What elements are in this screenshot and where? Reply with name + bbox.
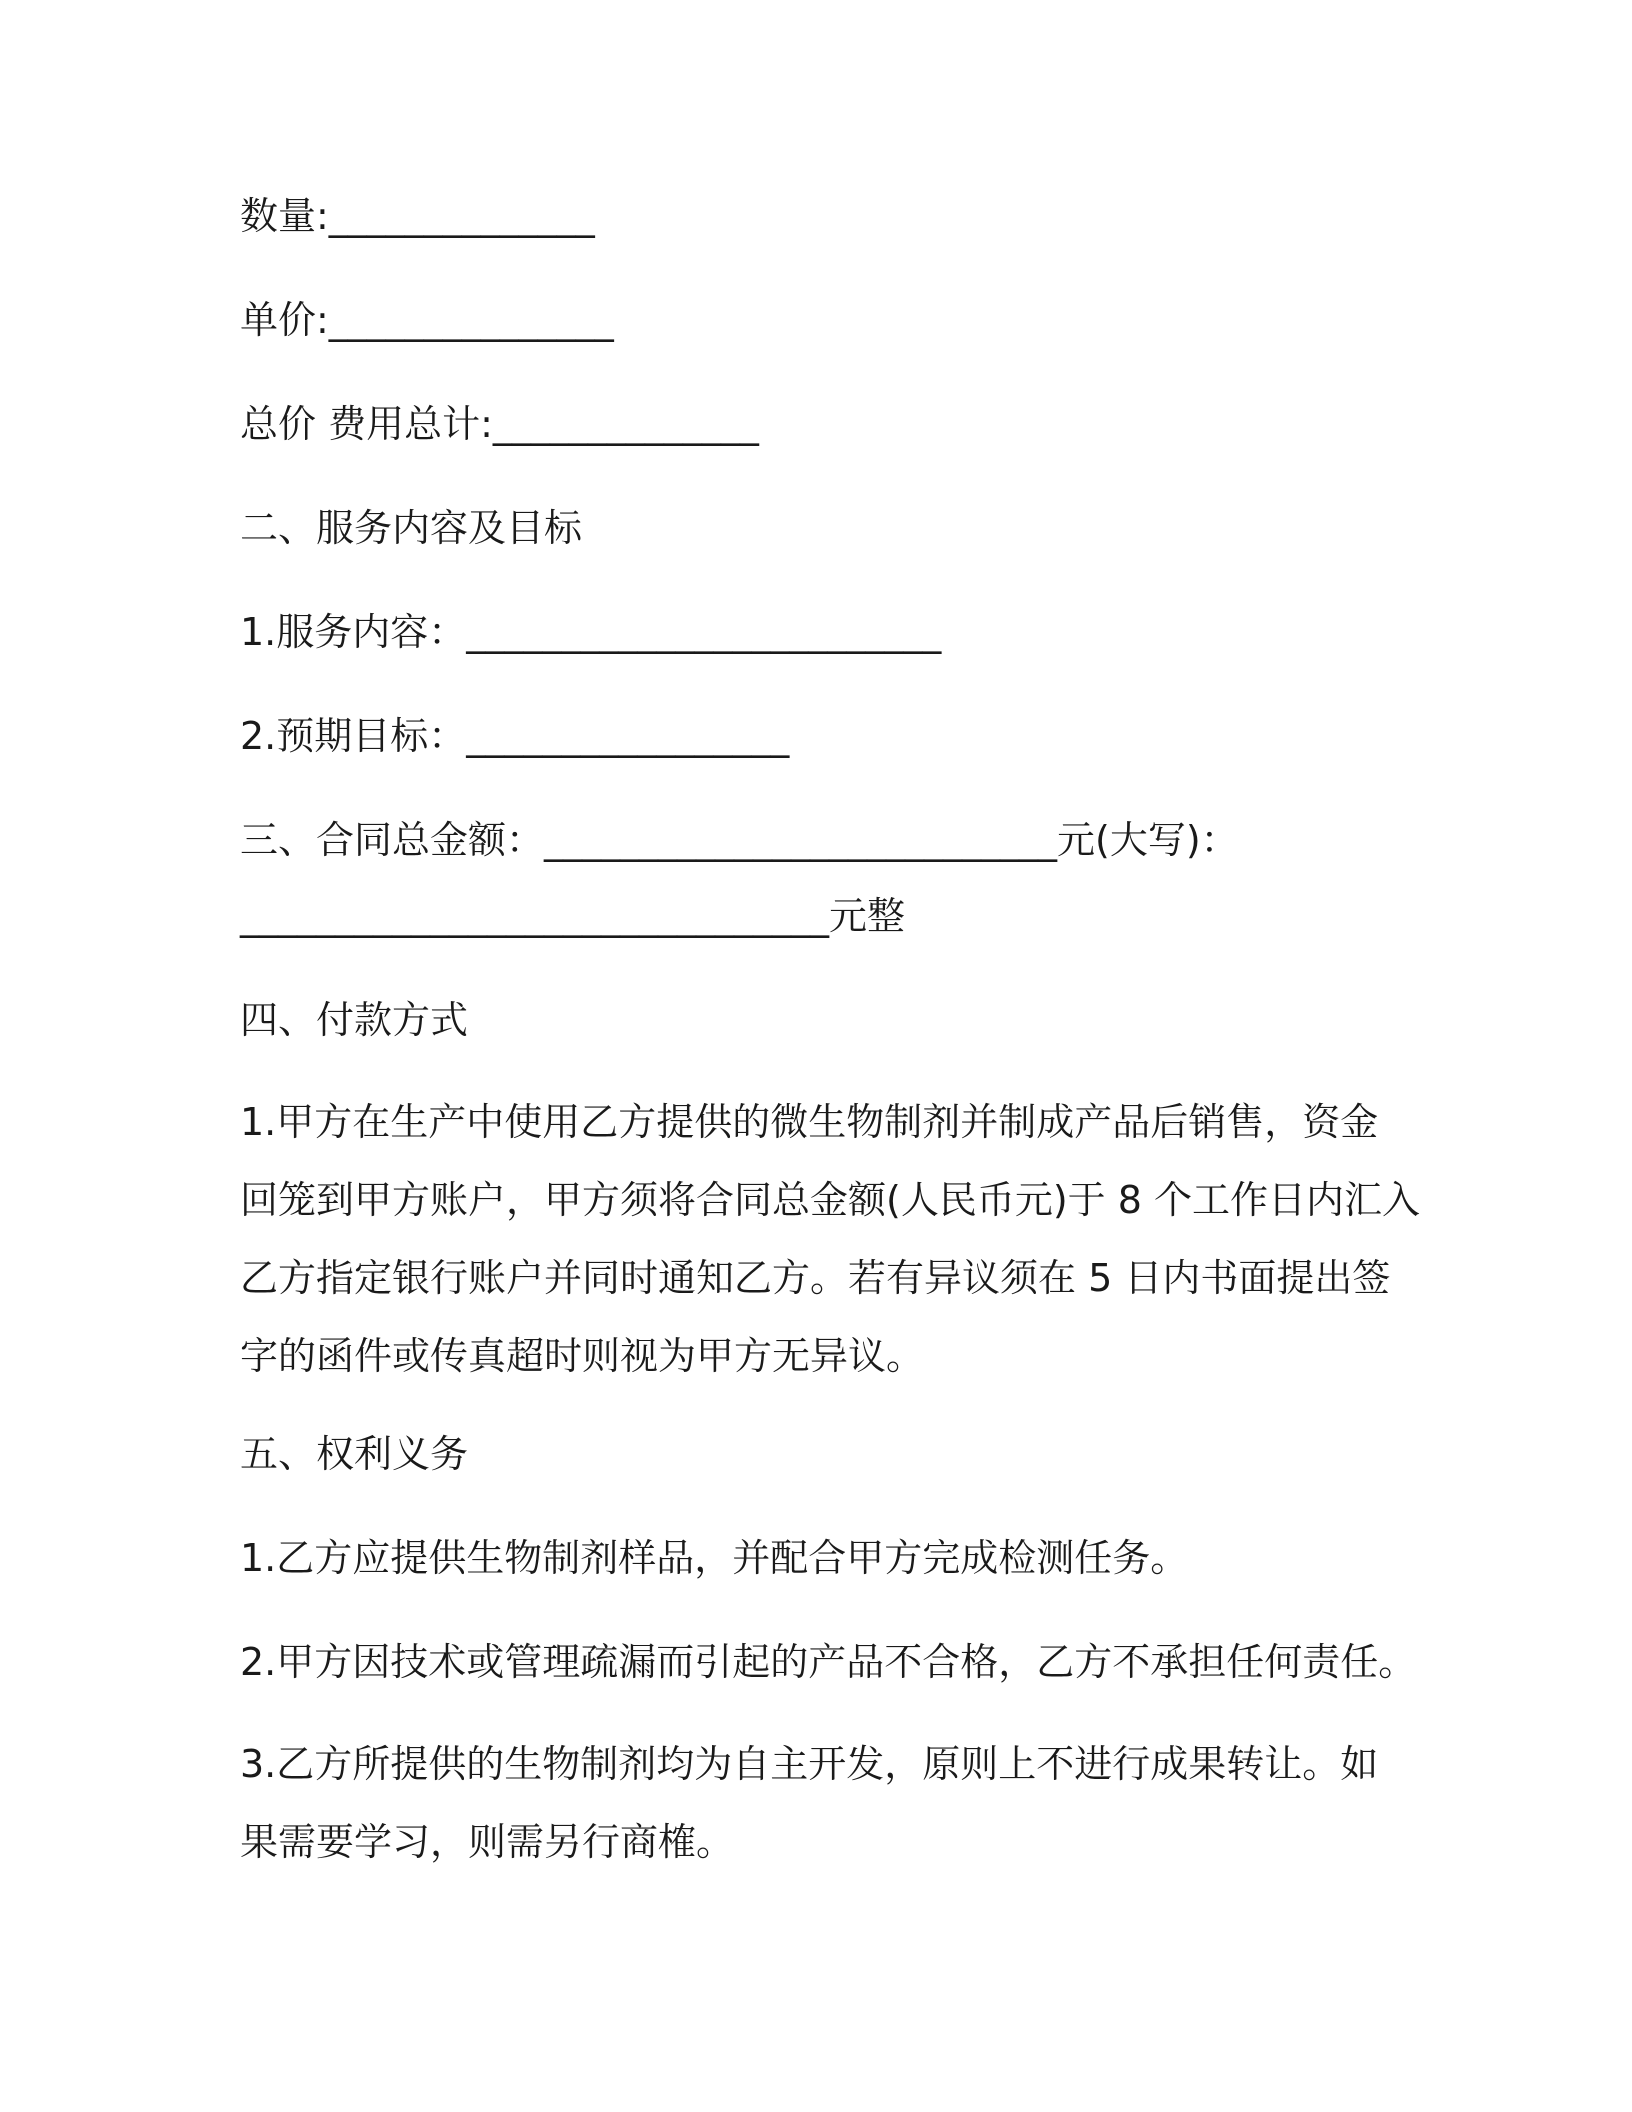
- right-item-1: 1.乙方应提供生物制剂样品，并配合甲方完成检测任务。: [240, 1536, 1189, 1580]
- paragraph-line: 乙方指定银行账户并同时通知乙方。若有异议须在 5 日内书面提出签: [240, 1256, 1391, 1300]
- section-5-heading: 五、权利义务: [240, 1432, 469, 1476]
- payment-paragraph: [240, 1083, 1420, 1395]
- service-content-line: 1.服务内容：_________________________: [240, 610, 942, 654]
- contract-total-line-1: 三、合同总金额：___________________________元(大写)：: [240, 818, 1239, 862]
- right-item-3-paragraph: [240, 1725, 1400, 1881]
- right-item-2: 2.甲方因技术或管理疏漏而引起的产品不合格，乙方不承担任何责任。: [240, 1640, 1417, 1684]
- section-2-heading: 二、服务内容及目标: [240, 506, 583, 550]
- unit-price-line: 单价:_______________: [240, 298, 614, 342]
- paragraph-line: 果需要学习，则需另行商榷。: [240, 1820, 735, 1864]
- paragraph-line: 1.甲方在生产中使用乙方提供的微生物制剂并制成产品后销售，资金: [240, 1100, 1379, 1144]
- contract-total-line-2: _______________________________元整: [240, 894, 906, 938]
- expected-goal-line: 2.预期目标：_________________: [240, 714, 790, 758]
- paragraph-line: 字的函件或传真超时则视为甲方无异议。: [240, 1334, 925, 1378]
- quantity-line: 数量:______________: [240, 194, 595, 238]
- paragraph-line: 回笼到甲方账户，甲方须将合同总金额(人民币元)于 8 个工作日内汇入: [240, 1178, 1420, 1222]
- paragraph-line: 3.乙方所提供的生物制剂均为自主开发，原则上不进行成果转让。如: [240, 1742, 1379, 1786]
- total-price-line: 总价 费用总计:______________: [240, 402, 759, 446]
- section-4-heading: 四、付款方式: [240, 998, 469, 1042]
